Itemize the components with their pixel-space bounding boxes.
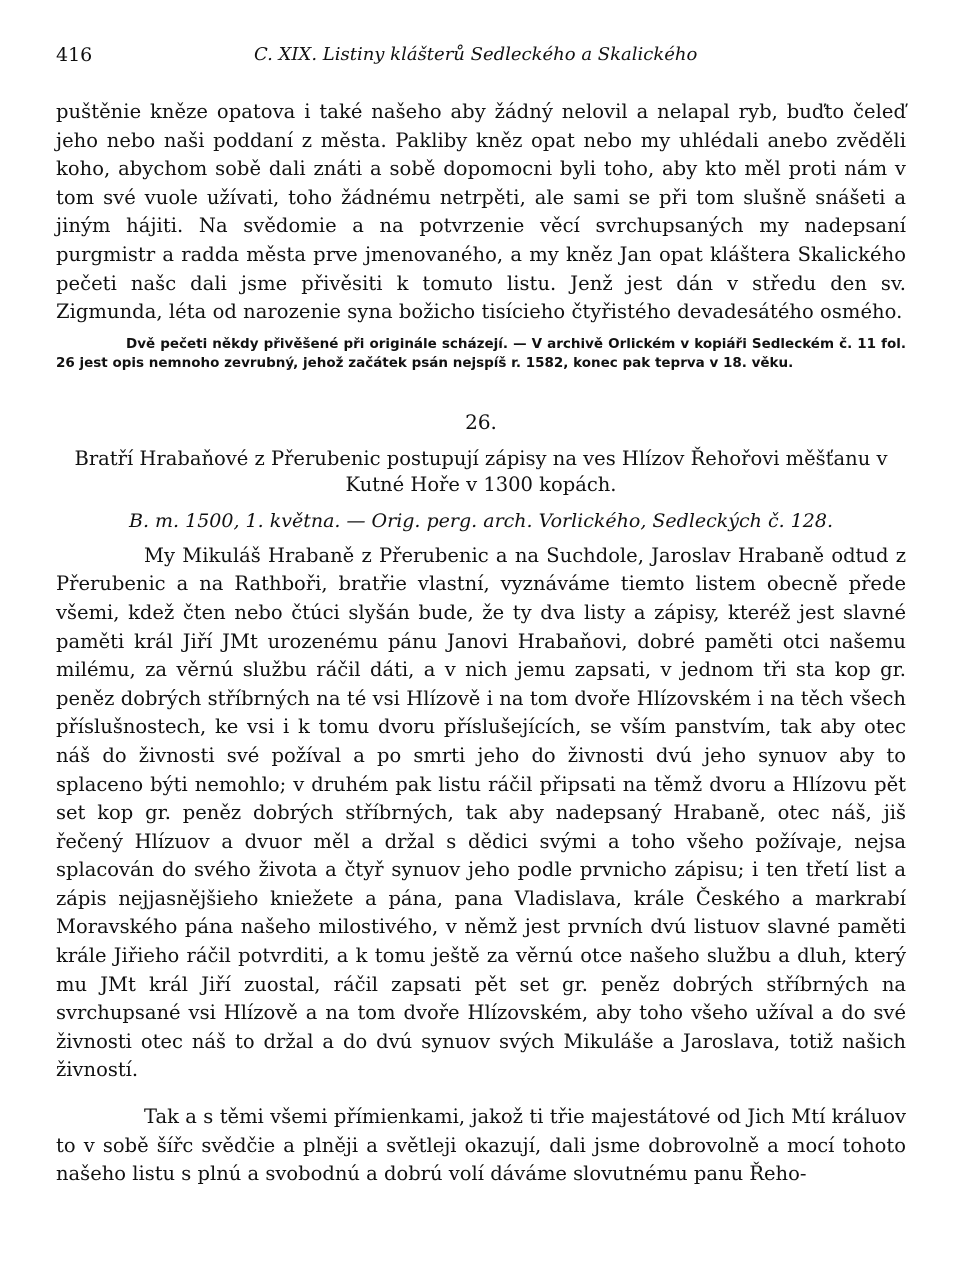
running-header	[56, 36, 906, 66]
editorial-footnote: Dvě pečeti někdy přivěšené při originále scházejí. — V archivě Orlickém v kopiáři Sedleckém č. 11 fol. 26 jest opis nemnoho zevrubný, jehož začátek psán nejspíš r. 1582, konec pak teprva v 18. věku.	[56, 335, 906, 371]
page-number: 416	[56, 44, 93, 66]
document-summary: Bratří Hrabaňové z Přerubenic postupují zápisy na ves Hlízov Řehořovi měšťanu v Kutné Hoře v 1300 kopách.	[74, 446, 888, 496]
document-source: B. m. 1500, 1. května. — Orig. perg. arch. Vorlického, Sedleckých č. 128.	[128, 509, 833, 532]
document-page	[56, 36, 906, 1189]
document-paragraph: Tak a s těmi všemi přímienkami, jakož ti třie majestátové od Jich Mtí králuov to v sobě šířc svědčie a plněji a světleji okazují, dali jsme dobrovolně a mocí tohoto našeho listu s plnú a svobodnú a dobrú volí dáváme slovutnému panu Řeho-	[56, 1105, 906, 1186]
document-number: 26.	[465, 409, 497, 434]
continuation-paragraph: puštěnie kněze opatova i také našeho aby žádný nelovil a nelapal ryb, buďto čeleď jeho nebo naši poddaní z města. Pakliby kněz opat nebo my uhlédali anebo zvěděli koho, abychom sobě dali znáti a sobě dopomocni byli toho, aby kto měl proti nám v tom své vuole užívati, toho žádnému netrpěti, ale sami se při tom slušně snášeti a jiným hájiti. Na svědomie a na potvrzenie věcí svrchupsaných my nadepsaní purgmistr a radda města prve jmenovaného, a my kněz Jan opat kláštera Skalického pečeti našc dali jsme přivěsiti k tomuto listu. Jenž jest dán v středu den sv. Zigmunda, léta od narozenie syna božicho tisícieho čtyřistého devadesátého osmého.	[56, 100, 906, 324]
document-paragraph: My Mikuláš Hrabaně z Přerubenic a na Suchdole, Jaroslav Hrabaně odtud z Přerubenic a na Rathboři, bratřie vlastní, vyznáváme tiemto listem obecně přede všemi, kdež čten nebo čtúci slyšán bude, že ty dva listy a zápisy, kteréž jest slavné paměti král Jiří JMt urozenému pánu Janovi Hrabaňovi, dobré paměti otci našemu milému, za věrnú službu ráčil dáti, a v nich jemu zapsati, v jednom tři sta kop gr. peněz dobrých stříbrných na té vsi Hlízově i na tom dvoře Hlízovském i na těch všech příslušnostech, ke vsi i k tomu dvoru příslušejících, se vším panstvím, tak aby otec náš do živnosti své požíval a po smrti jeho do živnosti dvú jeho synuov aby to splaceno býti nemohlo; v druhém pak listu ráčil připsati na těmž dvoru a Hlízovu pět set kop gr. peněz dobrých stříbrných, tak aby nadepsaný Hrabaně, otec náš, jiš řečený Hlízuov a dvuor měl a držal s dědici svými a toho všeho požívaje, nejsa splacován do svého života a čtyř synuov jeho podle prvnicho zápisu; i ten třetí list a zápis nejjasnějšieho kniežete a pána, pana Vladislava, krále Českého a markrabí Moravského pána našeho milostivého, v němž jest prvních dvú listuov slavné paměti krále Jiřieho ráčil potvrditi, a k tomu ještě za věrnú otce našeho službu a dluh, který mu JMt král Jiří zuostal, ráčil zapsati pět set gr. peněz dobrých stříbrných na svrchupsané vsi Hlízově a na tom dvoře Hlízovském, aby toho všeho užíval a do své živnosti otec náš to držal a do dvú synuov svých Mikuláše a Jaroslava, totiž našich živností.	[56, 543, 906, 1082]
running-title: C. XIX. Listiny klášterů Sedleckého a Skalického	[254, 44, 698, 65]
